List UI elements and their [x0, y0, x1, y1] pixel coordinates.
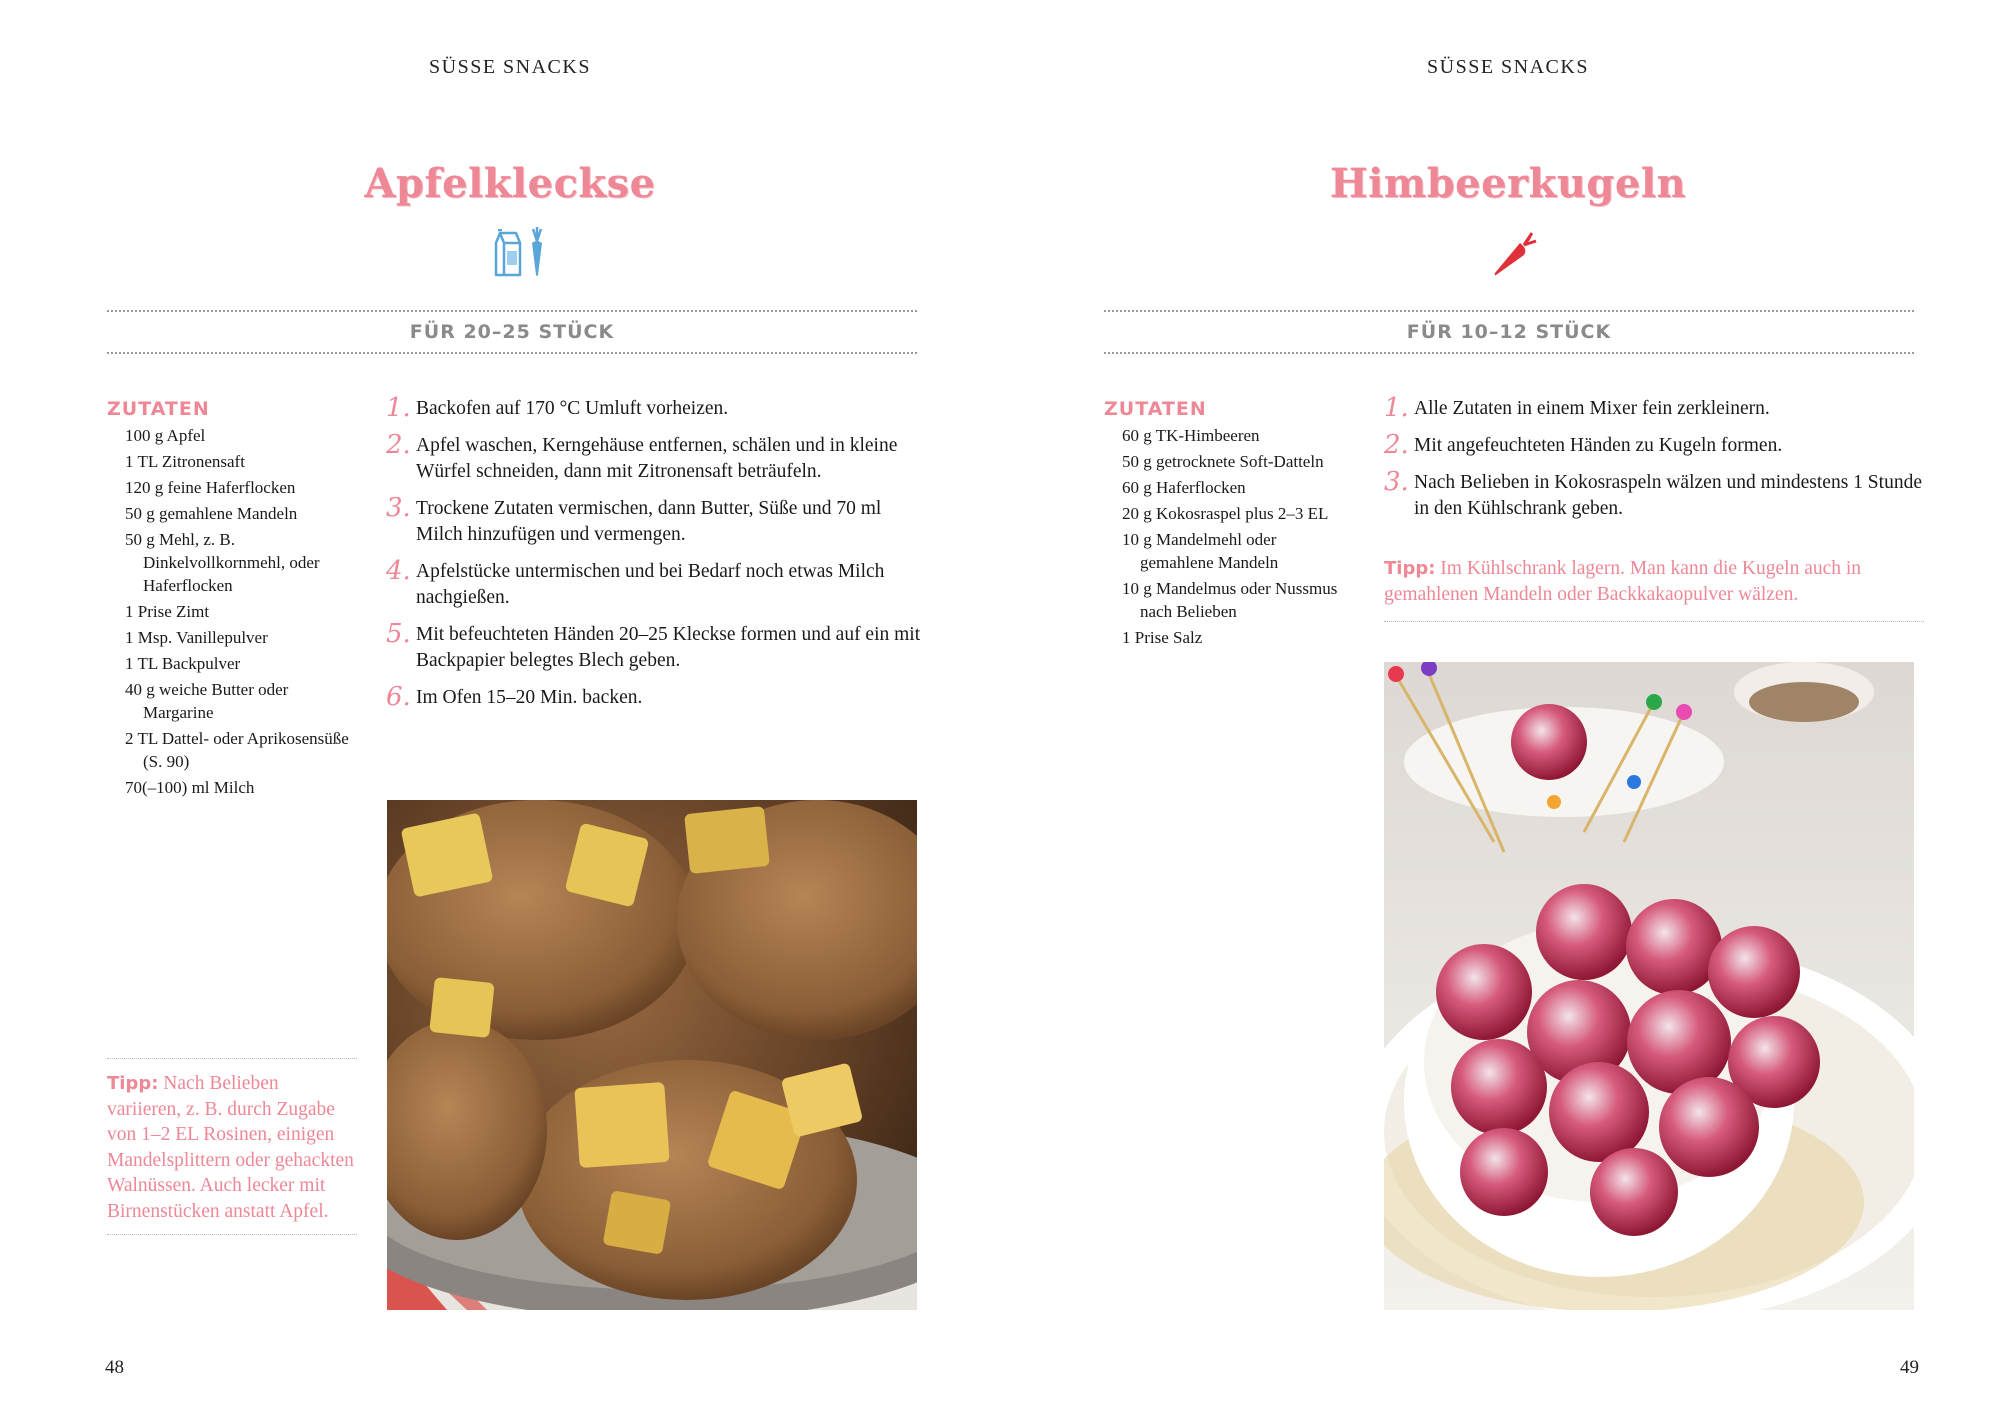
ingredient-item: 50 g getrocknete Soft-Datteln [1122, 452, 1324, 471]
yield-text: FÜR 20–25 STÜCK [409, 321, 615, 343]
step-text: Apfelstücke untermischen und bei Bedarf noch etwas Milch nachgießen. [416, 561, 885, 608]
step-number: 3. [386, 493, 411, 523]
ingredients-heading: ZUTATEN [107, 398, 210, 420]
ingredient-item: 10 g Mandelmus oder Nussmus nach Belieben [1122, 579, 1338, 621]
carrot-icon [1492, 231, 1538, 282]
tip-label: Tipp: [107, 1073, 159, 1094]
ingredients-list [1104, 424, 1354, 649]
ingredient-item: 40 g weiche Butter oder Margarine [125, 680, 289, 722]
step-number: 2. [386, 430, 411, 460]
step-text: Mit angefeuchteten Händen zu Kugeln formen. [1414, 435, 1783, 456]
step-item [1384, 393, 1924, 423]
step-text: Mit befeuchteten Händen 20–25 Kleckse formen und auf ein mit Backpapier belegtes Blech geben. [416, 624, 921, 671]
step-item [386, 556, 926, 611]
carrot-icon [526, 227, 548, 282]
ingredient-item: 50 g gemahlene Mandeln [125, 504, 298, 523]
ingredient-item: 1 TL Backpulver [125, 654, 241, 673]
recipe-title: Himbeerkugeln [1329, 160, 1687, 207]
ingredient-item: 2 TL Dattel- oder Aprikosensüße (S. 90) [125, 729, 349, 771]
ingredients-block [1104, 398, 1354, 652]
ingredient-item: 1 Prise Salz [1122, 628, 1203, 647]
step-item [386, 682, 926, 712]
running-head: SÜSSE SNACKS [429, 56, 591, 78]
ingredient-item: 1 TL Zitronensaft [125, 452, 245, 471]
step-number: 3. [1384, 467, 1409, 497]
step-text: Im Ofen 15–20 Min. backen. [416, 687, 643, 708]
ingredient-item: 20 g Kokosraspel plus 2–3 EL [1122, 504, 1329, 523]
step-number: 1. [386, 393, 411, 423]
step-item [386, 393, 926, 423]
ingredient-item: 60 g TK-Himbeeren [1122, 426, 1260, 445]
running-head: SÜSSE SNACKS [1427, 56, 1589, 78]
ingredient-item: 50 g Mehl, z. B. Dinkelvollkornmehl, oder Haferflocken [125, 530, 320, 595]
step-number: 4. [386, 556, 411, 586]
ingredient-item: 60 g Haferflocken [1122, 478, 1246, 497]
ingredient-item: 100 g Apfel [125, 426, 206, 445]
ingredient-item: 1 Prise Zimt [125, 602, 210, 621]
step-number: 2. [1384, 430, 1409, 460]
ingredient-item: 10 g Mandelmehl oder gemahlene Mandeln [1122, 530, 1279, 572]
step-text: Apfel waschen, Kerngehäuse entfernen, schälen und in kleine Würfel schneiden, dann mit Zitronensaft beträufeln. [416, 435, 898, 482]
step-number: 6. [386, 682, 411, 712]
step-text: Alle Zutaten in einem Mixer fein zerkleinern. [1414, 398, 1770, 419]
ingredient-item: 120 g feine Haferflocken [125, 478, 296, 497]
page-number: 48 [105, 1357, 124, 1378]
steps-list [1384, 393, 1924, 533]
ingredient-item: 1 Msp. Vanillepulver [125, 628, 268, 647]
recipe-title: Apfelkleckse [364, 160, 656, 207]
ingredients-list [107, 424, 357, 799]
diet-icons [490, 232, 548, 282]
step-text: Nach Belieben in Kokosraspeln wälzen und mindestens 1 Stunde in den Kühlschrank geben. [1414, 472, 1922, 519]
tip-box [1384, 556, 1924, 622]
tip-label: Tipp: [1384, 558, 1436, 579]
step-item [386, 493, 926, 548]
milk-carton-icon [490, 229, 522, 282]
apple-cookies-photo [387, 800, 917, 1310]
yield-text: FÜR 10–12 STÜCK [1406, 321, 1612, 343]
yield-band [107, 310, 917, 354]
steps-list [386, 393, 926, 722]
ingredients-heading: ZUTATEN [1104, 398, 1207, 420]
yield-band [1104, 310, 1914, 354]
step-number: 5. [386, 619, 411, 649]
page-number: 49 [1900, 1357, 1919, 1378]
raspberry-balls-photo [1384, 662, 1914, 1310]
step-item [1384, 430, 1924, 460]
step-item [1384, 467, 1924, 522]
ingredient-item: 70(–100) ml Milch [125, 778, 255, 797]
right-page [1004, 0, 2008, 1417]
tip-text: Im Kühlschrank lagern. Man kann die Kugeln auch in gemahlenen Mandeln oder Backkakaopulver wälzen. [1384, 558, 1862, 605]
tip-text: Nach Belieben variieren, z. B. durch Zugabe von 1–2 EL Rosinen, einigen Mandelsplittern oder gehackten Walnüssen. Auch lecker mit Birnenstücken anstatt Apfel. [107, 1073, 354, 1222]
diet-icons [1492, 232, 1538, 282]
step-text: Trockene Zutaten vermischen, dann Butter, Süße und 70 ml Milch hinzufügen und vermengen. [416, 498, 882, 545]
step-item [386, 619, 926, 674]
step-number: 1. [1384, 393, 1409, 423]
step-item [386, 430, 926, 485]
tip-box [107, 1058, 357, 1235]
step-text: Backofen auf 170 °C Umluft vorheizen. [416, 398, 729, 419]
ingredients-block [107, 398, 357, 802]
